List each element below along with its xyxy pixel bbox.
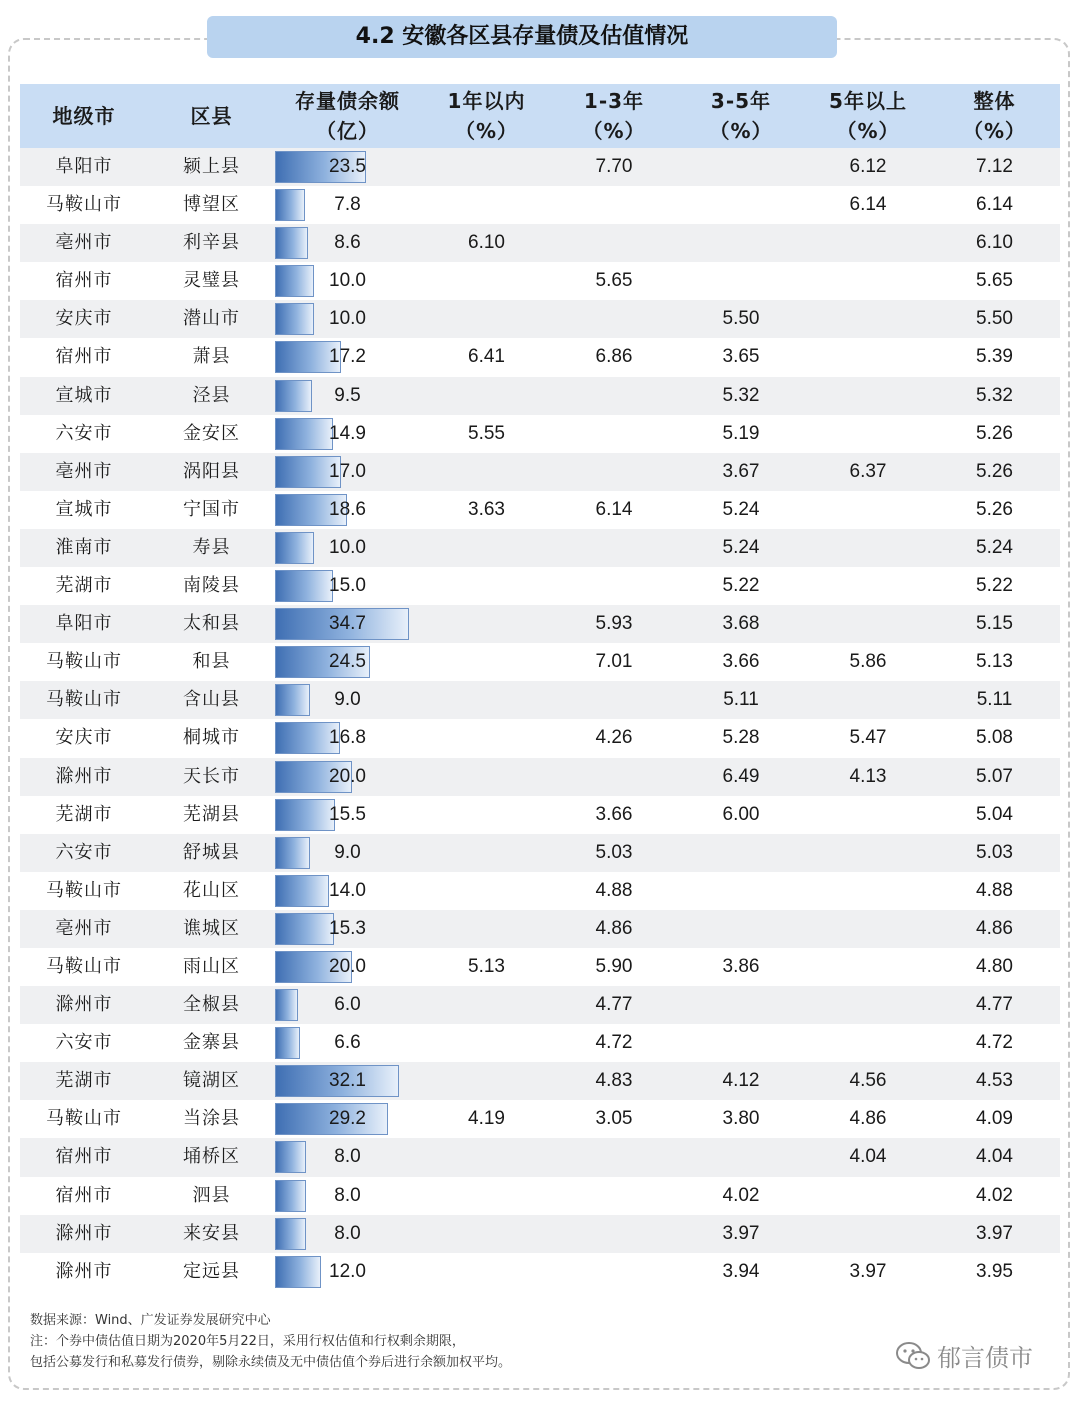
header-3-5y: 3-5年 （%）	[709, 89, 773, 143]
table-row	[20, 758, 1060, 796]
city-cell: 芜湖市	[55, 803, 113, 825]
amount-cell: 10.0	[329, 536, 366, 558]
3-5y-cell: 6.00	[722, 803, 760, 825]
county-cell: 博望区	[183, 194, 240, 216]
total-cell: 4.77	[976, 994, 1013, 1016]
within-1y-cell	[420, 567, 553, 605]
within-1y-cell	[420, 872, 553, 910]
county-cell: 南陵县	[183, 575, 240, 597]
total-cell: 5.13	[976, 651, 1013, 673]
total-cell: 4.02	[976, 1184, 1013, 1206]
total-cell: 5.26	[976, 422, 1013, 444]
total-cell: 7.12	[976, 156, 1013, 177]
over-5y-cell: 4.86	[849, 1108, 887, 1130]
table-row	[20, 338, 1060, 376]
1-3y-cell	[553, 224, 675, 262]
source-note: 数据来源：Wind、广发证券发展研究中心	[30, 1313, 271, 1328]
within-1y-cell	[420, 262, 553, 300]
county-cell: 寿县	[192, 536, 231, 558]
county-cell: 泾县	[192, 384, 231, 406]
amount-cell: 7.8	[334, 194, 361, 216]
over-5y-cell	[807, 681, 929, 719]
3-5y-cell: 3.68	[722, 613, 760, 635]
amount-cell: 29.2	[329, 1108, 366, 1130]
header-over-5y: 5年以上 （%）	[829, 89, 907, 143]
county-cell: 含山县	[183, 689, 240, 711]
amount-cell: 15.5	[329, 803, 366, 825]
within-1y-cell	[420, 1177, 553, 1215]
total-cell: 5.50	[976, 308, 1013, 330]
1-3y-cell	[553, 300, 675, 338]
total-cell: 5.03	[976, 841, 1013, 863]
amount-cell: 10.0	[329, 308, 366, 330]
over-5y-cell	[807, 948, 929, 986]
city-cell: 宣城市	[55, 384, 113, 406]
city-cell: 六安市	[55, 841, 113, 863]
table-row	[20, 1024, 1060, 1062]
city-cell: 宣城市	[55, 498, 113, 520]
county-cell: 来安县	[183, 1222, 240, 1244]
amount-cell: 12.0	[329, 1260, 366, 1282]
county-cell: 利辛县	[183, 232, 240, 254]
table-row	[20, 415, 1060, 453]
city-cell: 六安市	[55, 422, 113, 444]
header-1-3y: 1-3年 （%）	[582, 89, 646, 143]
amount-cell: 15.0	[329, 575, 366, 597]
within-1y-cell	[420, 377, 553, 415]
over-5y-cell	[807, 529, 929, 567]
table-header	[20, 84, 1060, 148]
county-cell: 舒城县	[183, 841, 240, 863]
table-row	[20, 1253, 1060, 1291]
over-5y-cell: 4.04	[849, 1146, 887, 1168]
amount-cell: 10.0	[329, 270, 366, 292]
within-1y-cell	[420, 1138, 553, 1176]
over-5y-cell: 3.97	[849, 1260, 887, 1282]
within-1y-cell	[420, 758, 553, 796]
county-cell: 谯城区	[183, 917, 240, 939]
1-3y-cell	[553, 1253, 675, 1291]
within-1y-cell: 4.19	[468, 1108, 505, 1130]
over-5y-cell	[807, 1177, 929, 1215]
over-5y-cell: 6.14	[849, 194, 887, 216]
county-cell: 雨山区	[183, 955, 240, 977]
3-5y-cell	[675, 986, 807, 1024]
wechat-icon	[895, 1341, 931, 1371]
total-cell: 6.14	[976, 194, 1013, 216]
amount-cell: 14.0	[329, 879, 366, 901]
total-cell: 5.24	[976, 536, 1013, 558]
table-row	[20, 1177, 1060, 1215]
1-3y-cell: 5.03	[595, 841, 633, 863]
within-1y-cell: 5.55	[468, 422, 505, 444]
county-cell: 和县	[192, 651, 231, 673]
city-cell: 安庆市	[55, 727, 113, 749]
3-5y-cell: 3.86	[722, 955, 760, 977]
table-row	[20, 224, 1060, 262]
total-cell: 4.80	[976, 955, 1013, 977]
total-cell: 5.15	[976, 613, 1013, 635]
table-row	[20, 377, 1060, 415]
county-cell: 潜山市	[183, 308, 240, 330]
1-3y-cell: 4.86	[595, 917, 633, 939]
amount-cell: 8.0	[334, 1222, 361, 1244]
3-5y-cell: 3.65	[722, 346, 760, 368]
over-5y-cell: 5.86	[849, 651, 887, 673]
city-cell: 芜湖市	[55, 1070, 113, 1092]
amount-cell: 23.5	[329, 156, 366, 177]
1-3y-cell: 6.14	[595, 498, 633, 520]
total-cell: 5.39	[976, 346, 1013, 368]
1-3y-cell: 5.90	[595, 955, 633, 977]
amount-cell: 24.5	[329, 651, 366, 673]
header-amount: 存量债余额 （亿）	[295, 89, 400, 143]
amount-cell: 34.7	[329, 613, 366, 635]
1-3y-cell: 4.83	[595, 1070, 633, 1092]
total-cell: 5.04	[976, 803, 1013, 825]
county-cell: 桐城市	[183, 727, 240, 749]
over-5y-cell	[807, 834, 929, 872]
over-5y-cell	[807, 224, 929, 262]
1-3y-cell	[553, 453, 675, 491]
total-cell: 4.88	[976, 879, 1013, 901]
1-3y-cell	[553, 567, 675, 605]
within-1y-cell	[420, 643, 553, 681]
1-3y-cell	[553, 529, 675, 567]
total-cell: 5.11	[976, 689, 1013, 711]
amount-cell: 9.0	[334, 841, 361, 863]
city-cell: 马鞍山市	[46, 194, 122, 216]
total-cell: 4.09	[976, 1108, 1013, 1130]
watermark	[895, 1338, 1033, 1373]
1-3y-cell: 4.72	[595, 1032, 633, 1054]
table-row	[20, 605, 1060, 643]
3-5y-cell	[675, 834, 807, 872]
city-cell: 芜湖市	[55, 575, 113, 597]
city-cell: 滁州市	[55, 765, 113, 787]
3-5y-cell: 3.94	[722, 1260, 760, 1282]
amount-cell: 8.0	[334, 1146, 361, 1168]
city-cell: 六安市	[55, 1032, 113, 1054]
within-1y-cell	[420, 605, 553, 643]
amount-cell: 17.2	[329, 346, 366, 368]
over-5y-cell	[807, 986, 929, 1024]
table-row	[20, 186, 1060, 224]
city-cell: 滁州市	[55, 1260, 113, 1282]
total-cell: 5.26	[976, 498, 1013, 520]
amount-cell: 15.3	[329, 917, 366, 939]
county-cell: 金寨县	[183, 1032, 240, 1054]
county-cell: 萧县	[192, 346, 231, 368]
county-cell: 泗县	[192, 1184, 231, 1206]
over-5y-cell: 4.13	[849, 765, 887, 787]
within-1y-cell	[420, 186, 553, 224]
table-row	[20, 262, 1060, 300]
within-1y-cell	[420, 453, 553, 491]
3-5y-cell: 3.80	[722, 1108, 760, 1130]
table-row	[20, 796, 1060, 834]
3-5y-cell: 3.67	[722, 460, 760, 482]
within-1y-cell	[420, 796, 553, 834]
over-5y-cell	[807, 491, 929, 529]
amount-cell: 17.0	[329, 460, 366, 482]
amount-cell: 8.0	[334, 1184, 361, 1206]
3-5y-cell: 3.66	[722, 651, 760, 673]
within-1y-cell: 3.63	[468, 498, 505, 520]
within-1y-cell: 5.13	[468, 955, 505, 977]
watermark-text: 郁言债市	[937, 1344, 1033, 1372]
within-1y-cell	[420, 681, 553, 719]
table-row	[20, 872, 1060, 910]
county-cell: 宁国市	[183, 498, 240, 520]
total-cell: 5.22	[976, 575, 1013, 597]
1-3y-cell	[553, 186, 675, 224]
county-cell: 涡阳县	[183, 460, 240, 482]
total-cell: 5.65	[976, 270, 1013, 292]
table-row	[20, 1215, 1060, 1253]
within-1y-cell	[420, 986, 553, 1024]
3-5y-cell	[675, 1024, 807, 1062]
header-total: 整体 （%）	[962, 89, 1027, 143]
within-1y-cell	[420, 529, 553, 567]
within-1y-cell: 6.10	[468, 232, 505, 254]
table-row	[20, 1062, 1060, 1100]
within-1y-cell	[420, 1253, 553, 1291]
table-row	[20, 1100, 1060, 1138]
3-5y-cell: 3.97	[722, 1222, 760, 1244]
3-5y-cell: 4.12	[722, 1070, 760, 1092]
over-5y-cell: 6.12	[849, 156, 887, 177]
table-row	[20, 834, 1060, 872]
over-5y-cell: 6.37	[849, 460, 887, 482]
amount-cell: 6.0	[334, 994, 361, 1016]
total-cell: 4.53	[976, 1070, 1013, 1092]
3-5y-cell	[675, 1138, 807, 1176]
method-note: 包括公募发行和私募发行债券，剔除永续债及无中债估值个券后进行余额加权平均。	[30, 1355, 512, 1370]
table-row	[20, 453, 1060, 491]
table-row	[20, 567, 1060, 605]
total-cell: 4.86	[976, 917, 1013, 939]
1-3y-cell: 7.01	[595, 651, 633, 673]
city-cell: 亳州市	[55, 232, 113, 254]
amount-cell: 32.1	[329, 1070, 366, 1092]
city-cell: 阜阳市	[55, 156, 113, 177]
1-3y-cell: 5.65	[595, 270, 633, 292]
over-5y-cell	[807, 910, 929, 948]
city-cell: 宿州市	[55, 1184, 113, 1206]
over-5y-cell	[807, 415, 929, 453]
3-5y-cell: 5.28	[722, 727, 760, 749]
3-5y-cell	[675, 224, 807, 262]
table-row	[20, 491, 1060, 529]
county-cell: 颍上县	[183, 156, 240, 177]
3-5y-cell: 5.50	[722, 308, 760, 330]
over-5y-cell	[807, 1215, 929, 1253]
within-1y-cell	[420, 1215, 553, 1253]
header-within-1y: 1年以内 （%）	[447, 89, 526, 143]
city-cell: 亳州市	[55, 917, 113, 939]
1-3y-cell: 4.88	[595, 879, 633, 901]
city-cell: 阜阳市	[55, 613, 113, 635]
3-5y-cell: 5.19	[722, 422, 760, 444]
header-county: 区县	[190, 104, 233, 128]
total-cell: 4.04	[976, 1146, 1013, 1168]
1-3y-cell	[553, 1177, 675, 1215]
county-cell: 镜湖区	[183, 1070, 240, 1092]
city-cell: 马鞍山市	[46, 879, 122, 901]
city-cell: 滁州市	[55, 994, 113, 1016]
county-cell: 当涂县	[183, 1108, 240, 1130]
3-5y-cell: 5.24	[722, 536, 760, 558]
3-5y-cell: 5.32	[722, 384, 760, 406]
3-5y-cell	[675, 872, 807, 910]
city-cell: 淮南市	[55, 536, 113, 558]
table-row	[20, 643, 1060, 681]
over-5y-cell	[807, 338, 929, 376]
within-1y-cell: 6.41	[468, 346, 505, 368]
county-cell: 定远县	[183, 1260, 240, 1282]
1-3y-cell: 4.26	[595, 727, 633, 749]
over-5y-cell	[807, 796, 929, 834]
total-cell: 5.26	[976, 460, 1013, 482]
city-cell: 安庆市	[55, 308, 113, 330]
city-cell: 马鞍山市	[46, 689, 122, 711]
1-3y-cell	[553, 1138, 675, 1176]
within-1y-cell	[420, 148, 553, 186]
table-row	[20, 986, 1060, 1024]
1-3y-cell: 3.05	[595, 1108, 633, 1130]
over-5y-cell: 4.56	[849, 1070, 887, 1092]
1-3y-cell	[553, 415, 675, 453]
within-1y-cell	[420, 300, 553, 338]
1-3y-cell	[553, 1215, 675, 1253]
table-row	[20, 948, 1060, 986]
amount-cell: 20.0	[329, 955, 366, 977]
header-city: 地级市	[52, 104, 116, 128]
county-cell: 天长市	[183, 765, 240, 787]
over-5y-cell	[807, 377, 929, 415]
over-5y-cell	[807, 262, 929, 300]
city-cell: 亳州市	[55, 460, 113, 482]
total-cell: 3.97	[976, 1222, 1013, 1244]
county-cell: 太和县	[183, 613, 240, 635]
table-row	[20, 719, 1060, 757]
city-cell: 宿州市	[55, 270, 113, 292]
county-cell: 芜湖县	[183, 803, 240, 825]
3-5y-cell: 5.11	[723, 689, 759, 711]
table-row	[20, 681, 1060, 719]
1-3y-cell	[553, 377, 675, 415]
table-row	[20, 910, 1060, 948]
over-5y-cell	[807, 605, 929, 643]
within-1y-cell	[420, 910, 553, 948]
over-5y-cell: 5.47	[849, 727, 887, 749]
3-5y-cell	[675, 186, 807, 224]
city-cell: 马鞍山市	[46, 651, 122, 673]
1-3y-cell	[553, 758, 675, 796]
1-3y-cell: 6.86	[595, 346, 633, 368]
1-3y-cell: 3.66	[595, 803, 633, 825]
table-row	[20, 529, 1060, 567]
over-5y-cell	[807, 567, 929, 605]
3-5y-cell	[675, 910, 807, 948]
over-5y-cell	[807, 300, 929, 338]
amount-cell: 9.0	[334, 689, 361, 711]
amount-cell: 18.6	[329, 498, 366, 520]
county-cell: 埇桥区	[183, 1146, 240, 1168]
amount-cell: 16.8	[329, 727, 366, 749]
over-5y-cell	[807, 872, 929, 910]
3-5y-cell	[675, 148, 807, 186]
county-cell: 灵璧县	[183, 270, 240, 292]
total-cell: 6.10	[976, 232, 1013, 254]
city-cell: 宿州市	[55, 346, 113, 368]
table-row	[20, 148, 1060, 186]
table-row	[20, 1138, 1060, 1176]
county-cell: 金安区	[183, 422, 240, 444]
county-cell: 花山区	[183, 879, 240, 901]
3-5y-cell: 6.49	[722, 765, 760, 787]
total-cell: 5.07	[976, 765, 1013, 787]
total-cell: 5.08	[976, 727, 1013, 749]
city-cell: 宿州市	[55, 1146, 113, 1168]
3-5y-cell: 5.24	[722, 498, 760, 520]
amount-cell: 9.5	[334, 384, 361, 406]
within-1y-cell	[420, 834, 553, 872]
over-5y-cell	[807, 1024, 929, 1062]
1-3y-cell: 5.93	[595, 613, 633, 635]
1-3y-cell	[553, 681, 675, 719]
total-cell: 3.95	[976, 1260, 1013, 1282]
amount-cell: 6.6	[334, 1032, 361, 1054]
county-cell: 全椒县	[183, 994, 240, 1016]
amount-cell: 8.6	[334, 232, 361, 254]
total-cell: 4.72	[976, 1032, 1013, 1054]
total-cell: 5.32	[976, 384, 1013, 406]
1-3y-cell: 7.70	[595, 156, 633, 177]
table-title: 4.2 安徽各区县存量债及估值情况	[207, 16, 837, 58]
valuation-note: 注：个券中债估值日期为2020年5月22日，采用行权估值和行权剩余期限，	[30, 1334, 465, 1349]
table-row	[20, 300, 1060, 338]
1-3y-cell: 4.77	[595, 994, 633, 1016]
within-1y-cell	[420, 1062, 553, 1100]
table-body	[20, 148, 1060, 1291]
within-1y-cell	[420, 1024, 553, 1062]
footnote	[30, 1310, 790, 1373]
amount-cell: 14.9	[329, 422, 366, 444]
amount-cell: 20.0	[329, 765, 366, 787]
city-cell: 马鞍山市	[46, 955, 122, 977]
within-1y-cell	[420, 719, 553, 757]
3-5y-cell: 5.22	[722, 575, 760, 597]
3-5y-cell: 4.02	[722, 1184, 760, 1206]
city-cell: 马鞍山市	[46, 1108, 122, 1130]
city-cell: 滁州市	[55, 1222, 113, 1244]
3-5y-cell	[675, 262, 807, 300]
